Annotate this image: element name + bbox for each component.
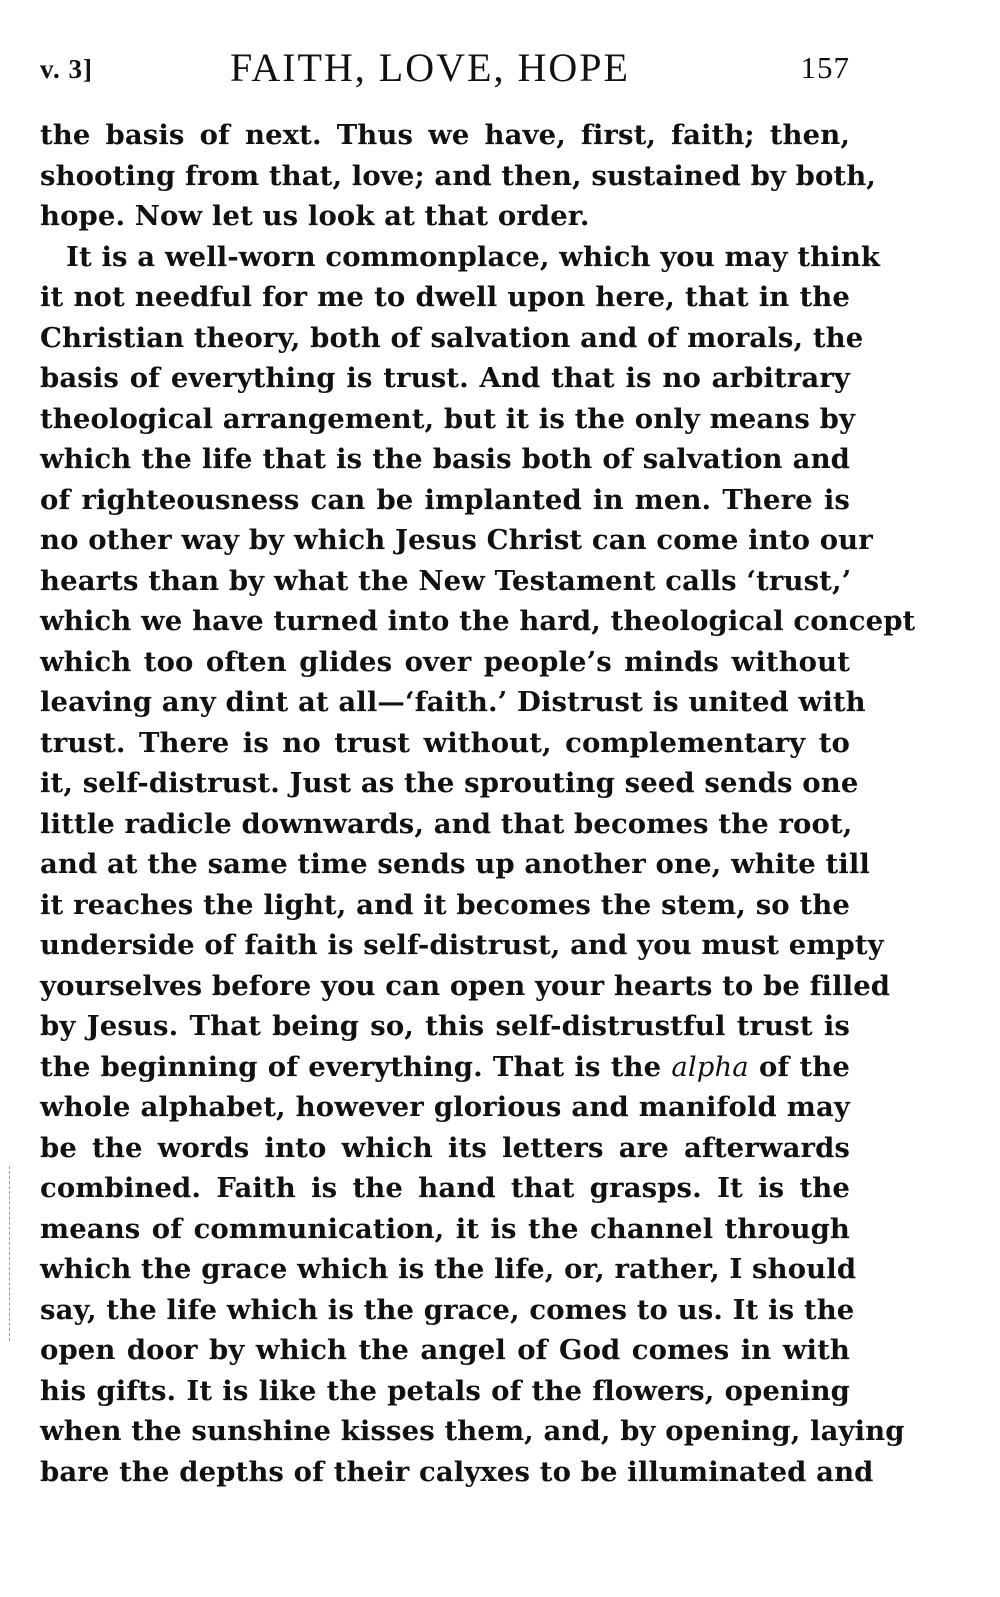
line-text: combined. Faith is the hand that grasps. It is the [40, 1172, 850, 1204]
line-text: be the words into which its letters are afterwards [40, 1131, 850, 1164]
line-text: little radicle downwards, and that becomes the root, [40, 807, 853, 840]
line-text: and at the same time sends up another one, white till [40, 848, 870, 880]
text-line [40, 318, 864, 359]
line-text: no other way by which Jesus Christ can come into our [40, 524, 873, 556]
line-text: by Jesus. That being so, this self-distrustful trust is [40, 1010, 850, 1042]
page-title: FAITH, LOVE, HOPE [230, 45, 630, 90]
line-text: shooting from that, love; and then, sustained by both, [40, 159, 876, 192]
text-line [40, 1330, 850, 1371]
text-line [40, 763, 859, 804]
text-line [40, 804, 853, 845]
text-line [40, 277, 850, 318]
line-text: which we have turned into the hard, theological concept [40, 605, 916, 637]
line-text: yourselves before you can open your hearts to be filled [40, 969, 891, 1002]
text-line [40, 1168, 850, 1209]
line-text: basis of everything is trust. And that is no arbitrary [40, 362, 850, 394]
text-line [40, 1047, 850, 1088]
text-line [40, 358, 850, 399]
margin-mark [9, 1166, 12, 1341]
text-line [40, 601, 916, 642]
running-header [40, 44, 850, 104]
line-text: trust. There is no trust without, complementary to [40, 726, 850, 759]
text-line [40, 682, 866, 723]
text-line [40, 399, 856, 440]
line-text: whole alphabet, however glorious and manifold may [40, 1091, 850, 1123]
line-text: the basis of next. Thus we have, first, faith; then, [40, 119, 850, 151]
text-line [40, 642, 850, 683]
line-text: the beginning of everything. That is the [40, 1050, 672, 1083]
text-line [40, 1290, 855, 1331]
line-text: It is a well-worn commonplace, which you may think [66, 240, 881, 273]
text-line [40, 925, 884, 966]
line-text: which too often glides over people’s minds without [40, 645, 850, 678]
text-line [40, 1249, 857, 1290]
line-text: which the life that is the basis both of salvation and [40, 443, 850, 475]
line-text: Christian theory, both of salvation and of morals, the [40, 321, 864, 354]
line-text: leaving any dint at all—‘faith.’ Distrust is united with [40, 686, 866, 718]
text-line [40, 1411, 905, 1452]
line-text: it not needful for me to dwell upon here, that in the [40, 281, 850, 313]
text-line [40, 723, 850, 764]
line-text: say, the life which is the grace, comes to us. It is the [40, 1293, 855, 1326]
line-text: it, self-distrust. Just as the sprouting seed sends one [40, 767, 859, 799]
text-line [40, 1371, 850, 1412]
text-line [40, 1452, 874, 1493]
line-text: underside of faith is self-distrust, and you must empty [40, 929, 884, 961]
text-line [40, 1209, 850, 1250]
text-line [40, 439, 850, 480]
line-text: hope. Now let us look at that order. [40, 200, 590, 232]
text-line [40, 196, 850, 237]
line-text: when the sunshine kisses them, and, by opening, laying [40, 1415, 905, 1447]
text-line [40, 237, 881, 278]
text-line [40, 115, 850, 156]
line-text: which the grace which is the life, or, rather, I should [40, 1253, 857, 1285]
line-text: theological arrangement, but it is the only means by [40, 402, 856, 435]
text-line [40, 480, 850, 521]
line-text: it reaches the light, and it becomes the stem, so the [40, 888, 850, 921]
italic-word: alpha [671, 1050, 749, 1083]
line-text: open door by which the angel of God comes in with [40, 1334, 850, 1366]
page-number: 157 [800, 50, 850, 85]
text-line [40, 520, 873, 561]
line-text: of the [748, 1050, 850, 1083]
text-line [40, 844, 870, 885]
text-line [40, 1087, 850, 1128]
verse-reference: v. 3] [40, 54, 94, 84]
text-line [40, 1128, 850, 1169]
text-line [40, 966, 891, 1007]
body-text [40, 115, 916, 1492]
text-line [40, 561, 850, 602]
line-text: bare the depths of their calyxes to be illuminated and [40, 1455, 874, 1488]
line-text: means of communication, it is the channel through [40, 1212, 850, 1245]
line-text: his gifts. It is like the petals of the flowers, opening [40, 1374, 850, 1407]
text-line [40, 885, 850, 926]
text-line [40, 156, 876, 197]
text-line [40, 1006, 850, 1047]
line-text: of righteousness can be implanted in men. There is [40, 483, 850, 516]
line-text: hearts than by what the New Testament calls ‘trust,’ [40, 564, 852, 597]
